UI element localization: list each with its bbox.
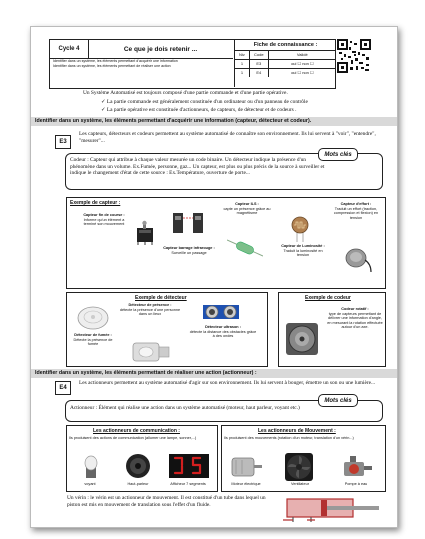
section1-text: Les capteurs, détecteurs et codeurs permettent au système automatisé de connaître son environnement. Ils lui servent à "voir", "entendre", "mesurer"... <box>79 131 376 144</box>
section1-tag: E3 <box>55 135 71 149</box>
cycle-label: Cycle 4 <box>50 40 89 59</box>
indicator-light-icon <box>83 454 99 480</box>
water-pump-icon <box>340 454 374 480</box>
fan-icon <box>284 452 314 482</box>
comm-actuators-box <box>66 425 218 492</box>
detecteur-examples-box <box>66 292 268 367</box>
limit-switch-icon <box>133 220 159 246</box>
check-icon: ✓ <box>101 107 107 113</box>
mvt-item-pump: Pompe à eau <box>344 482 368 486</box>
section2-tag: E4 <box>55 381 71 395</box>
infrared-barrier-icon <box>171 210 205 236</box>
mots-cles-badge-2: Mots clés <box>318 394 358 407</box>
check-icon: ✓ <box>101 99 107 105</box>
fiche-title: Fiche de connaissance : <box>235 40 336 51</box>
code-1: E3 <box>250 60 269 68</box>
mvt-text: Ils produisent des mouvements (rotation d'un moteur, translation d'un vérin...) <box>224 436 354 440</box>
intro-bullet-2: ✓ La partie opérative est constituée d'actionneurs, de capteurs, de détecteur et de codeurs . <box>101 107 297 113</box>
comm-text: Ils produisent des actions de communication (allumer une lampe, sonner,...) <box>69 436 197 440</box>
intro-bullet-1: ✓ La partie commande est généralement constituée d'un ordinateur ou d'un panneau de contrôle <box>101 99 308 105</box>
capteur-examples-box <box>66 197 386 289</box>
objectives-list <box>50 59 236 69</box>
seven-segment-display-icon <box>169 454 209 478</box>
capteur-effort: Capteur d'effort : Traduit un effort (traction, compression et flexion) en tension <box>333 202 379 220</box>
page-title: Ce que je dois retenir ... <box>88 40 233 59</box>
mvt-item-fan: Ventilateur <box>291 482 309 486</box>
section1-definition: Codeur : Capteur qui attribue à chaque valeur mesurée un code binaire. Un détecteur indique la présence d'un phénomène dans un volume. Ex.Fumée, personne, gaz... Un capteur, est plus ou plus précis de la source à surveiller et indique le changement d'état de cette source : Ex.Température, ouverture de porte... <box>70 157 325 177</box>
capteur-fin-course: Capteur fin de course : Informe qu'un élément a terminé son mouvement <box>83 213 125 227</box>
niv-2: 1 <box>235 69 250 77</box>
qr-code <box>337 39 371 73</box>
intro-line: Un Système Automatisé est toujours composé d'une partie commande et d'une partie opérative. <box>83 90 288 96</box>
capteur-ils: Capteur ILS : capte un présence grâce au magnétisme <box>223 202 271 216</box>
detecteur-examples-title: Exemple de détecteur <box>135 295 187 301</box>
code-2: E4 <box>250 69 269 77</box>
mvt-item-motor: Moteur électrique <box>231 482 261 486</box>
codeur-examples-title: Exemple de codeur <box>305 295 351 301</box>
comm-item-voyant: voyant <box>84 482 96 486</box>
section1-band: Identifier dans un système, les éléments permettant d'acquérir une information (capteur, détecteur et codeur). <box>31 117 397 126</box>
status-2[interactable]: oui ☐ non ☐ <box>291 70 314 75</box>
smoke-detector-icon <box>77 305 109 331</box>
section2-definition: Actionneur : Élément qui réalise une action dans un système automatisé (moteur, haut parleur, voyant etc.) <box>70 405 300 411</box>
speaker-icon <box>125 452 151 480</box>
codeur-examples-box <box>278 292 386 367</box>
pneumatic-cylinder-icon <box>281 493 385 523</box>
mots-cles-badge-1: Mots clés <box>318 148 358 161</box>
capteur-barrage: Capteur barrage infrarouge : Surveille un passage <box>163 246 215 255</box>
mvt-actuators-box <box>221 425 386 492</box>
objective-1: Identifier dans un système, les éléments permettant d'acquérir une information <box>53 59 178 63</box>
verin-text: Un vérin : le vérin est un actionneur de mouvement. Il est constitué d'un tube dans lequel un piston est mis en mouvement de translation sous l'effet d'un fluide. <box>67 495 266 508</box>
document-page <box>30 26 398 528</box>
section2-band: Identifier dans un système, les éléments permettant de réaliser une action (actionneur) : <box>31 369 397 378</box>
detecteur-presence: Détecteur de présence : détecte la présence d'une personne dans un lieux <box>119 303 181 317</box>
capteur-examples-title: Exemple de capteur : <box>70 200 121 206</box>
capteur-luminosite: Capteur de Luminosité : Traduit la luminosité en tension <box>281 244 325 258</box>
section2-text: Les actionneurs permettent au système automatisé d'agir sur son environnement. Ils lui servent à bouger, émettre un son ou une lumière... <box>79 380 376 386</box>
fiche-table <box>234 40 336 87</box>
status-1[interactable]: oui ☐ non ☐ <box>291 61 314 66</box>
comm-item-display: Afficheur 7 segments <box>170 482 206 486</box>
col-code: Code <box>250 51 269 59</box>
ldr-icon <box>289 216 311 242</box>
objective-2: Identifier dans un système, les éléments permettant de réaliser une action <box>53 64 171 68</box>
comm-item-speaker: Haut-parleur <box>127 482 149 486</box>
force-sensor-icon <box>343 244 373 274</box>
electric-motor-icon <box>228 454 264 480</box>
rotary-encoder-icon <box>283 319 323 359</box>
ultrasonic-sensor-icon <box>203 303 239 321</box>
codeur-rotatif: Codeur rotatif : type de capteurs permettant de délivrer une information d'angle, en mesurant la rotation effectuée autour d'un axe. <box>327 307 383 330</box>
header-table <box>49 39 336 89</box>
mvt-title: Les actionneurs de Mouvement : <box>258 428 336 434</box>
motion-detector-icon <box>131 339 171 363</box>
reed-switch-icon <box>227 236 263 260</box>
detecteur-ultrason: Détecteur ultrason : détecte la distance des obstacles grâce à des ondes <box>189 325 257 339</box>
comm-title: Les actionneurs de communication : <box>93 428 180 434</box>
detecteur-fumee: Détecteur de fumée : Détecte la présence de fumée <box>73 333 113 347</box>
col-niv: Niv <box>235 51 250 59</box>
niv-1: 1 <box>235 60 250 68</box>
col-valide: Validé <box>296 52 308 57</box>
